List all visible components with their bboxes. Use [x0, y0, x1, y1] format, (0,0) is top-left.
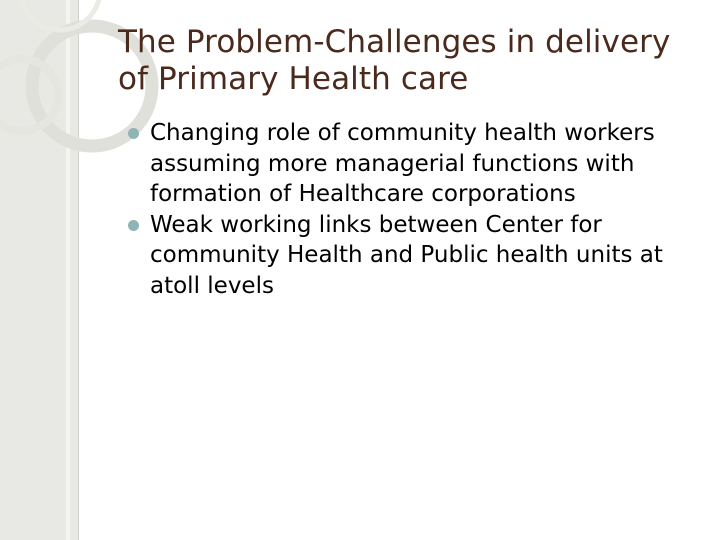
- bullet-item: [128, 118, 703, 210]
- slide-title: The Problem-Challenges in delivery of Primary Health care: [118, 24, 671, 98]
- bullet-item: [128, 210, 703, 302]
- bullet-text: Weak working links between Center for community Health and Public health units at atoll levels: [150, 211, 663, 299]
- bullet-icon: [128, 128, 139, 139]
- bullet-icon: [128, 220, 139, 231]
- bullet-list: [128, 118, 703, 301]
- bullet-text: Changing role of community health workers assuming more managerial functions with formation of Healthcare corporations: [150, 120, 655, 207]
